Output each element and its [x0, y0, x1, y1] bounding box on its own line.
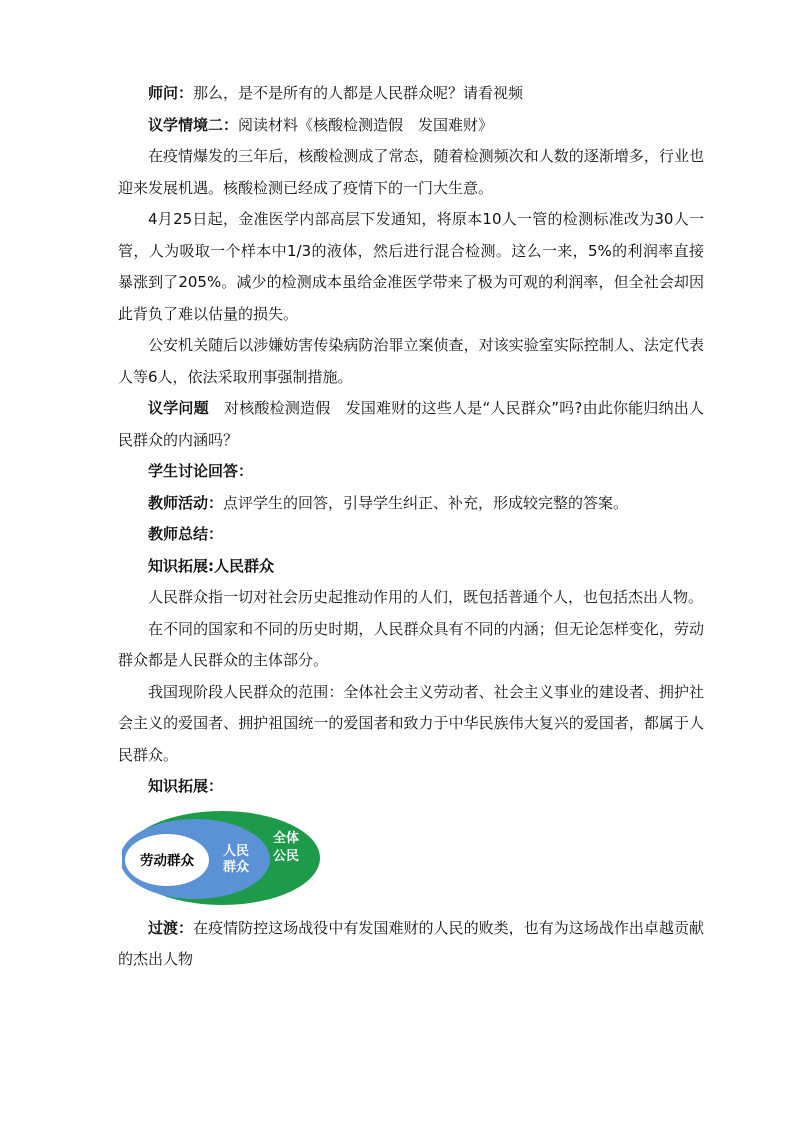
teacher-question-label: 师问： [148, 84, 194, 102]
teacher-summary-label: 教师总结： [148, 525, 224, 543]
knowledge-expansion-heading: 知识拓展:人民群众 [148, 556, 274, 575]
concept-diagram-wrapper [118, 809, 704, 913]
discussion-question-text-a: 对核酸检测造假 [223, 399, 331, 417]
transition-paragraph [118, 913, 704, 976]
teacher-question-text: 那么，是不是所有的人都是人民群众呢？请看视频 [193, 84, 524, 102]
teacher-activity-label: 教师活动： [148, 493, 224, 512]
transition-label: 过渡： [148, 918, 194, 937]
teacher-activity [118, 488, 704, 520]
inner-label: 劳动群众 [140, 852, 194, 869]
document-body [118, 78, 704, 976]
material-paragraph-2: 4月25日起，金准医学内部高层下发通知，将原本10人一管的检测标准改为30人一管，人为吸取一个样本中1/3的液体，然后进行混合检测。这么一来，5%的利润率直接暴涨到了205%。减少的检测成本虽给金准医学带来了极为可观的利润率，但全社会却因此背负了难以估量的损失。 [118, 210, 704, 323]
discussion-question-text-b: 发国难财的这些人是“人民群众”吗?由此你能归纳出人民群众的内涵吗？ [118, 399, 704, 449]
student-discussion-label: 学生讨论回答： [148, 462, 254, 480]
scenario-text-a: 阅读材料《核酸检测造假 [238, 115, 404, 134]
material-paragraph-3: 公安机关随后以涉嫌妨害传染病防治罪立案侦查，对该实验室实际控制人、法定代表人等6人，依法采取刑事强制措施。 [118, 336, 704, 386]
teacher-question [118, 78, 704, 110]
transition-text: 在疫情防控这场战役中有发国难财的人民的败类，也有为这场战作出卓越贡献的杰出人物 [118, 918, 704, 968]
outer-label-line1: 全体 [272, 830, 300, 846]
knowledge-paragraph-3: 我国现阶段人民群众的范围：全体社会主义劳动者、社会主义事业的建设者、拥护社会主义的爱国者、拥护祖国统一的爱国者和致力于中华民族伟大复兴的爱国者，都属于人民群众。 [118, 682, 704, 764]
knowledge-paragraph-1: 人民群众指一切对社会历史起推动作用的人们，既包括普通个人，也包括杰出人物。 [148, 588, 704, 606]
material-paragraph-1: 在疫情爆发的三年后，核酸检测成了常态，随着检测频次和人数的逐渐增多，行业也迎来发展机遇。核酸检测已经成了疫情下的一门大生意。 [118, 147, 704, 197]
outer-label-line2: 公民 [272, 848, 300, 864]
knowledge-expansion-heading-2: 知识拓展： [148, 777, 224, 795]
knowledge-paragraph-2: 在不同的国家和不同的历史时期，人民群众具有不同的内涵；但无论怎样变化，劳动群众都是人民群众的主体部分。 [118, 619, 704, 669]
scenario-text-b: 发国难财》 [418, 115, 494, 134]
discussion-question-label: 议学问题 [148, 399, 209, 417]
concept-nesting-diagram [122, 809, 322, 907]
scenario-label: 议学情境二： [148, 115, 239, 134]
middle-label-line2: 群众 [222, 859, 250, 875]
discussion-question [118, 393, 704, 456]
middle-label-line1: 人民 [222, 843, 250, 859]
teacher-activity-text: 点评学生的回答，引导学生纠正、补充，形成较完整的答案。 [223, 493, 629, 512]
scenario-line [118, 110, 704, 142]
